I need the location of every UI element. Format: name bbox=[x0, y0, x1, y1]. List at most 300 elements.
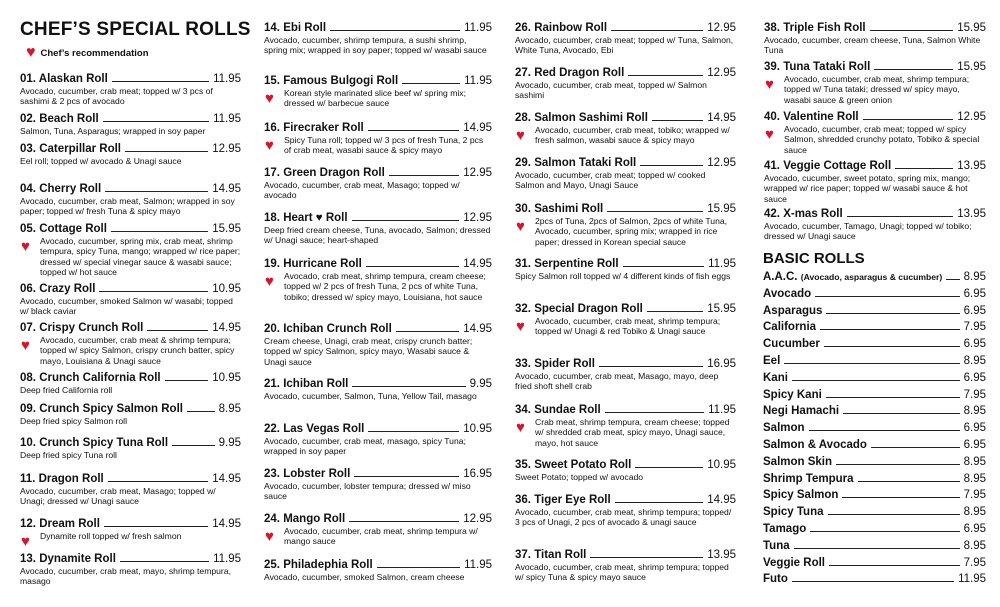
item-number: 39. bbox=[764, 61, 780, 73]
menu-item bbox=[764, 61, 986, 105]
basic-roll-price: 6.95 bbox=[963, 287, 986, 300]
item-name bbox=[264, 22, 326, 34]
item-price: 13.95 bbox=[707, 549, 736, 561]
basic-roll-item bbox=[763, 523, 986, 535]
item-name bbox=[264, 323, 392, 335]
item-number: 18. bbox=[264, 212, 280, 224]
item-title: Beach Roll bbox=[39, 113, 99, 125]
basic-roll-name bbox=[763, 305, 822, 317]
item-title: Lobster Roll bbox=[283, 468, 351, 480]
menu-item bbox=[264, 468, 492, 502]
item-price: 12.95 bbox=[957, 111, 986, 123]
item-price: 14.95 bbox=[212, 473, 241, 485]
item-name bbox=[764, 61, 870, 73]
item-name bbox=[264, 75, 398, 87]
basic-roll-price: 6.95 bbox=[963, 439, 986, 451]
item-title: Ichiban Roll bbox=[283, 378, 349, 390]
basic-roll-price: 8.95 bbox=[963, 405, 986, 418]
basic-roll-name bbox=[763, 405, 839, 417]
item-price: 15.95 bbox=[212, 223, 241, 235]
leader-line bbox=[599, 366, 703, 367]
item-name bbox=[515, 459, 631, 471]
item-title: Philadephia Roll bbox=[283, 559, 373, 571]
basic-roll-price: 7.95 bbox=[963, 388, 986, 401]
basic-roll-title: Salmon bbox=[763, 422, 805, 435]
item-description: Avocado, cucumber, sweet potato, spring mix, mango; wrapped w/ rice paper; topped w/ wasabi sauce & hot sauce bbox=[764, 173, 971, 204]
item-name bbox=[264, 212, 348, 224]
item-title: Titan Roll bbox=[534, 549, 587, 561]
item-title: Salmon Tataki Roll bbox=[534, 157, 637, 169]
item-title: Famous Bulgogi Roll bbox=[283, 75, 399, 87]
leader-line bbox=[792, 581, 954, 582]
item-description: Spicy Salmon roll topped w/ 4 different kinds of fish eggs bbox=[515, 271, 731, 281]
leader-line bbox=[810, 531, 959, 532]
item-name bbox=[20, 553, 116, 565]
basic-roll-title: Shrimp Tempura bbox=[763, 472, 854, 485]
item-price: 13.95 bbox=[957, 208, 986, 220]
leader-line bbox=[368, 130, 459, 131]
basic-roll-name bbox=[763, 389, 822, 401]
leader-line bbox=[784, 363, 959, 364]
basic-roll-title: Tuna bbox=[763, 539, 790, 552]
recommendation-heart-icon: ♥ bbox=[265, 90, 274, 107]
leader-line bbox=[349, 521, 459, 522]
item-title: Crunch California Roll bbox=[39, 372, 161, 384]
item-number: 15. bbox=[264, 75, 280, 87]
menu-item bbox=[264, 323, 492, 367]
item-name bbox=[515, 258, 619, 270]
item-number: 32. bbox=[515, 303, 531, 315]
item-number: 34. bbox=[515, 404, 531, 416]
item-description: Korean style marinated slice beef w/ spring mix; dressed w/ barbecue sauce bbox=[284, 88, 466, 109]
item-title: Cottage Roll bbox=[39, 223, 107, 235]
item-title: Alaskan Roll bbox=[38, 73, 108, 85]
leader-line bbox=[858, 481, 960, 482]
legend-label: Chef’s recommendation bbox=[40, 47, 149, 59]
item-description: Avocado, cucumber, Tamago, Unagi; topped w/ tobiko; dressed w/ Unagi sauce bbox=[764, 221, 972, 242]
recommendation-heart-icon: ♥ bbox=[765, 126, 774, 143]
item-description: Avocado, cucumber, crab meat, shrimp tempura; topped/ 3 pcs of Unagi, 2 pcs of avocado & unagi sauce bbox=[515, 507, 732, 528]
item-name bbox=[20, 372, 161, 384]
leader-line bbox=[828, 514, 960, 515]
item-name bbox=[264, 513, 345, 525]
item-name bbox=[20, 403, 183, 415]
basic-roll-item bbox=[763, 506, 986, 518]
leader-line bbox=[871, 447, 960, 448]
item-title: Dragon Roll bbox=[38, 473, 104, 485]
item-number: 14. bbox=[264, 22, 280, 34]
item-description: 2pcs of Tuna, 2pcs of Salmon, 2pcs of white Tuna, Avocado, cucumber, spring mix; wrapped in rice paper; dressed in Korean special sauce bbox=[535, 216, 728, 247]
item-number: 02. bbox=[20, 113, 36, 125]
item-price: 8.95 bbox=[218, 403, 241, 415]
item-name bbox=[515, 494, 611, 506]
item-description: Avocado, cucumber, crab meat, shrimp tempura; topped w/ spicy Tuna & spicy mayo sauce bbox=[515, 562, 729, 583]
leader-line bbox=[829, 565, 960, 566]
item-name bbox=[515, 549, 586, 561]
menu-item bbox=[20, 283, 241, 317]
basic-roll-name bbox=[763, 573, 788, 585]
item-title: Serpentine Roll bbox=[534, 258, 619, 270]
item-number: 04. bbox=[20, 183, 36, 195]
item-price: 14.95 bbox=[463, 258, 492, 270]
item-price: 11.95 bbox=[213, 73, 241, 85]
item-number: 05. bbox=[20, 223, 36, 235]
menu-item bbox=[764, 22, 986, 56]
leader-line bbox=[330, 30, 460, 31]
item-price: 11.95 bbox=[464, 75, 492, 87]
item-price: 14.95 bbox=[463, 323, 492, 335]
leader-line bbox=[836, 464, 960, 465]
item-description: Avocado, cucumber, crab meat; topped w/ spicy Salmon, shredded crunchy potato, Tobiko & special sauce bbox=[784, 124, 980, 155]
item-number: 33. bbox=[515, 358, 531, 370]
menu-item bbox=[20, 437, 241, 460]
item-description: Avocado, cucumber, crab meat, Masago; topped w/ avocado bbox=[264, 180, 460, 201]
recommendation-heart-icon: ♥ bbox=[265, 528, 274, 545]
item-number: 03. bbox=[20, 143, 36, 155]
item-number: 16. bbox=[264, 122, 280, 134]
basic-roll-item bbox=[763, 271, 986, 283]
item-number: 40. bbox=[764, 111, 780, 123]
menu-item bbox=[264, 22, 492, 56]
basic-roll-item bbox=[763, 355, 986, 367]
menu-item bbox=[515, 112, 736, 146]
recommendation-heart-icon: ♥ bbox=[265, 137, 274, 154]
item-price: 10.95 bbox=[212, 283, 241, 295]
basic-roll-price: 8.95 bbox=[963, 271, 986, 283]
item-number: 27. bbox=[515, 67, 531, 79]
leader-line bbox=[809, 430, 960, 431]
leader-line bbox=[377, 567, 460, 568]
basic-roll-item bbox=[763, 288, 986, 300]
basic-roll-item bbox=[763, 439, 986, 451]
item-description: Deep fried cream cheese, Tuna, avocado, Salmon; dressed w/ Unagi sauce; heart-shaped bbox=[264, 225, 491, 246]
item-description: Avocado, cucumber, crab meat, masago, spicy Tuna; wrapped in soy paper bbox=[264, 436, 466, 457]
menu-item bbox=[20, 473, 241, 507]
recommendation-heart-icon: ♥ bbox=[516, 218, 525, 235]
item-number: 25. bbox=[264, 559, 280, 571]
item-description: Salmon, Tuna, Asparagus; wrapped in soy paper bbox=[20, 126, 206, 136]
item-price: 11.95 bbox=[708, 404, 736, 416]
basic-roll-title: Salmon & Avocado bbox=[763, 439, 867, 451]
item-price: 16.95 bbox=[707, 358, 736, 370]
leader-line bbox=[103, 121, 209, 122]
item-name bbox=[264, 423, 364, 435]
menu-item bbox=[20, 553, 241, 587]
item-description: Avocado, cucumber, crab meat & shrimp tempura; topped w/ spicy Salmon, crispy crunch batter, spicy mayo, Louisiana & Unagi sauce bbox=[40, 335, 235, 366]
item-title: Sweet Potato Roll bbox=[534, 459, 632, 471]
item-description: Avocado, cucumber, spring mix, crab meat, shrimp tempura, spicy Tuna, mango; wrapped w/ rice paper; dressed w/ special vinegar sauce & wasabi sauce; topped w/ hot sauce bbox=[40, 236, 241, 278]
basic-roll-price: 8.95 bbox=[963, 506, 986, 519]
item-number: 20. bbox=[264, 323, 280, 335]
item-name bbox=[20, 322, 143, 334]
item-price: 11.95 bbox=[708, 258, 736, 270]
menu-item bbox=[264, 559, 492, 582]
basic-roll-price: 8.95 bbox=[963, 472, 986, 485]
item-name bbox=[20, 223, 107, 235]
basic-roll-price: 6.95 bbox=[963, 338, 986, 351]
menu-item bbox=[264, 258, 492, 302]
menu-item bbox=[764, 111, 986, 155]
basic-roll-note: (Avocado, asparagus & cucumber) bbox=[800, 272, 943, 282]
basic-roll-title: Spicy Kani bbox=[763, 388, 822, 401]
basic-roll-item bbox=[763, 321, 986, 333]
item-name bbox=[515, 67, 624, 79]
item-description: Avocado, cucumber, cream cheese, Tuna, Salmon White Tuna bbox=[764, 35, 981, 56]
leader-line bbox=[652, 120, 703, 121]
item-description: Avocado, cucumber, smoked Salmon w/ wasabi; topped w/ black caviar bbox=[20, 296, 233, 317]
item-title: Tiger Eye Roll bbox=[534, 494, 611, 506]
leader-line bbox=[389, 175, 459, 176]
item-description: Avocado, cucumber, Salmon, Tuna, Yellow Tail, masago bbox=[264, 391, 477, 401]
item-description: Spicy Tuna roll; topped w/ 3 pcs of fresh Tuna, 2 pcs of crab meat, wasabi sauce & spicy mayo bbox=[284, 135, 484, 156]
item-title: Ichiban Crunch Roll bbox=[283, 323, 392, 335]
basic-roll-item bbox=[763, 305, 986, 317]
leader-line bbox=[628, 75, 703, 76]
leader-line bbox=[820, 329, 960, 330]
item-description: Avocado, cucumber, crab meat, shrimp tempura w/ mango sauce bbox=[284, 526, 478, 547]
item-description: Avocado, cucumber, crab meat, Salmon; wrapped in soy paper; topped w/ fresh Tuna & spicy mayo bbox=[20, 196, 235, 217]
basic-roll-item bbox=[763, 540, 986, 552]
menu-item bbox=[20, 223, 241, 278]
leader-line bbox=[607, 211, 703, 212]
item-name bbox=[264, 258, 362, 270]
item-title: Green Dragon Roll bbox=[283, 167, 385, 179]
leader-line bbox=[112, 81, 209, 82]
item-description: Sweet Potato; topped w/ avocado bbox=[515, 472, 644, 482]
recommendation-heart-icon: ♥ bbox=[516, 419, 525, 436]
item-description: Avocado, cucumber, crab meat; topped w/ cooked Salmon and Mayo, Unagi Sauce bbox=[515, 170, 706, 191]
basic-roll-price: 7.95 bbox=[963, 556, 986, 569]
item-number: 26. bbox=[515, 22, 531, 34]
leader-line bbox=[874, 69, 953, 70]
item-description: Avocado, cucumber, crab meat, Masago; topped w/ Unagi; dressed w/ Unagi sauce bbox=[20, 486, 216, 507]
item-title: Red Dragon Roll bbox=[534, 67, 625, 79]
basic-roll-price: 6.95 bbox=[963, 523, 986, 535]
item-title: Dynamite Roll bbox=[39, 553, 116, 565]
item-description: Dynamite roll topped w/ fresh salmon bbox=[40, 531, 182, 541]
item-description: Avocado, cucumber, crab meat; topped w/ 3 pcs of sashimi & 2 pcs of avocado bbox=[20, 86, 213, 107]
leader-line bbox=[611, 30, 703, 31]
item-title: Tuna Tataki Roll bbox=[783, 61, 871, 73]
item-name bbox=[20, 183, 101, 195]
item-description: Eel roll; topped w/ avocado & Unagi sauce bbox=[20, 156, 182, 166]
recommendation-heart-icon: ♥ bbox=[516, 127, 525, 144]
basic-roll-item bbox=[763, 557, 986, 569]
basic-roll-title: Cucumber bbox=[763, 338, 820, 351]
basic-roll-name bbox=[763, 372, 788, 384]
item-description: Crab meat, shrimp tempura, cream cheese; topped w/ shredded crab meat, spicy mayo, Unagi sauce, mayo, hot sauce bbox=[535, 417, 730, 448]
item-description: Avocado, cucumber, crab meat; topped w/ Tuna, Salmon, White Tuna, Avocado, Ebi bbox=[515, 35, 734, 56]
basic-roll-item bbox=[763, 405, 986, 417]
menu-item bbox=[515, 157, 736, 191]
item-price: 10.95 bbox=[707, 459, 736, 471]
item-price: 12.95 bbox=[707, 22, 736, 34]
menu-item bbox=[515, 303, 736, 337]
recommendation-heart-icon: ♥ bbox=[21, 533, 30, 550]
leader-line bbox=[826, 397, 960, 398]
item-number: 38. bbox=[764, 22, 780, 34]
item-title: Dream Roll bbox=[39, 518, 100, 530]
item-number: 19. bbox=[264, 258, 280, 270]
basic-roll-price: 11.95 bbox=[958, 573, 986, 586]
item-number: 13. bbox=[20, 553, 36, 565]
basic-roll-item bbox=[763, 422, 986, 434]
item-price: 11.95 bbox=[464, 22, 492, 34]
menu-item bbox=[264, 423, 492, 457]
menu-item bbox=[515, 459, 736, 482]
item-number: 10. bbox=[20, 437, 36, 449]
item-description: Avocado, cucumber, shrimp tempura, a sushi shrimp, spring mix; wrapped in soy paper; topped w/ wasabi sauce bbox=[264, 35, 487, 56]
item-title: Heart ♥ Roll bbox=[283, 212, 348, 224]
basic-roll-price: 7.95 bbox=[963, 321, 986, 334]
leader-line bbox=[354, 476, 459, 477]
item-number: 37. bbox=[515, 549, 531, 561]
item-number: 24. bbox=[264, 513, 280, 525]
item-description: Avocado, cucumber, crab meat, tobiko; wrapped w/ fresh salmon, wasabi sauce & spicy mayo bbox=[535, 125, 730, 146]
item-price: 11.95 bbox=[213, 553, 241, 565]
item-description: Cream cheese, Unagi, crab meat, crispy crunch batter; topped w/ spicy Salmon, spicy mayo, Wasabi sauce & Unagi sauce bbox=[264, 336, 473, 367]
menu-item bbox=[515, 358, 736, 392]
item-name bbox=[764, 160, 891, 172]
item-number: 31. bbox=[515, 258, 531, 270]
item-number: 09. bbox=[20, 403, 36, 415]
basic-roll-name bbox=[763, 523, 806, 535]
item-price: 9.95 bbox=[218, 437, 241, 449]
item-price: 15.95 bbox=[957, 22, 986, 34]
item-title: Crunch Spicy Tuna Roll bbox=[39, 437, 169, 449]
item-name bbox=[515, 22, 607, 34]
menu-item bbox=[515, 404, 736, 448]
item-title: Rainbow Roll bbox=[534, 22, 608, 34]
item-name bbox=[20, 473, 104, 485]
leader-line bbox=[590, 557, 703, 558]
item-name bbox=[20, 73, 108, 85]
menu-item bbox=[264, 75, 492, 109]
item-name bbox=[764, 111, 859, 123]
item-number: 07. bbox=[20, 322, 36, 334]
leader-line bbox=[615, 502, 704, 503]
item-number: 08. bbox=[20, 372, 36, 384]
item-price: 16.95 bbox=[463, 468, 492, 480]
item-number: 21. bbox=[264, 378, 280, 390]
item-title: Caterpillar Roll bbox=[39, 143, 122, 155]
leader-line bbox=[847, 216, 954, 217]
leader-line bbox=[111, 231, 208, 232]
leader-line bbox=[843, 413, 960, 414]
basic-roll-name bbox=[763, 338, 820, 350]
leader-line bbox=[165, 380, 209, 381]
item-number: 42. bbox=[764, 208, 780, 220]
item-name bbox=[264, 122, 364, 134]
basic-roll-item bbox=[763, 456, 986, 468]
item-price: 12.95 bbox=[463, 212, 492, 224]
item-name bbox=[515, 157, 636, 169]
basic-roll-price: 8.95 bbox=[963, 539, 986, 552]
basic-roll-item bbox=[763, 473, 986, 485]
item-number: 01. bbox=[20, 73, 36, 85]
leader-line bbox=[623, 266, 705, 267]
basic-roll-title: Futo bbox=[763, 573, 788, 586]
item-name bbox=[515, 303, 643, 315]
item-name bbox=[264, 468, 350, 480]
basic-roll-name bbox=[763, 288, 811, 300]
basic-roll-name bbox=[763, 489, 838, 501]
leader-line bbox=[352, 220, 460, 221]
item-title: Crunch Spicy Salmon Roll bbox=[39, 403, 183, 415]
leader-line bbox=[368, 431, 459, 432]
item-description: Avocado, cucumber, lobster tempura; dressed w/ miso sauce bbox=[264, 481, 471, 502]
leader-line bbox=[366, 266, 459, 267]
basic-roll-price: 8.95 bbox=[963, 455, 986, 468]
item-title: Crazy Roll bbox=[39, 283, 96, 295]
leader-line bbox=[842, 497, 959, 498]
basic-roll-title: Tamago bbox=[763, 523, 807, 535]
item-name bbox=[20, 437, 168, 449]
item-description: Avocado, cucumber, crab meat, mayo, shrimp tempura, masago bbox=[20, 566, 231, 587]
recommendation-heart-icon: ♥ bbox=[21, 337, 30, 354]
basic-roll-title: Salmon Skin bbox=[763, 455, 833, 468]
basic-roll-price: 7.95 bbox=[963, 489, 986, 502]
leader-line bbox=[870, 30, 954, 31]
menu-item bbox=[264, 212, 492, 246]
basic-roll-price: 8.95 bbox=[963, 355, 986, 367]
leader-line bbox=[794, 548, 960, 549]
menu-item bbox=[764, 208, 986, 242]
item-description: Avocado, cucumber, crab meat, shrimp tempura; topped w/ Tuna tataki; dressed w/ spicy mayo, wasabi sauce & green onion bbox=[784, 74, 970, 105]
item-number: 28. bbox=[515, 112, 531, 124]
item-description: Deep fried California roll bbox=[20, 385, 113, 395]
item-title: Ebi Roll bbox=[283, 22, 327, 34]
leader-line bbox=[792, 380, 960, 381]
basic-roll-title: Avocado bbox=[763, 287, 812, 300]
leader-line bbox=[635, 467, 703, 468]
item-title: Cherry Roll bbox=[39, 183, 102, 195]
menu-item bbox=[264, 378, 492, 401]
leader-line bbox=[120, 561, 209, 562]
basic-roll-title: Asparagus bbox=[763, 304, 823, 317]
menu-item bbox=[20, 73, 241, 107]
item-title: Sashimi Roll bbox=[534, 203, 604, 215]
leader-line bbox=[895, 168, 953, 169]
item-price: 10.95 bbox=[212, 372, 241, 384]
leader-line bbox=[826, 313, 959, 314]
item-price: 10.95 bbox=[463, 423, 492, 435]
item-price: 14.95 bbox=[212, 183, 241, 195]
basic-roll-name bbox=[763, 557, 825, 569]
leader-line bbox=[863, 119, 954, 120]
leader-line bbox=[187, 411, 215, 412]
item-price: 12.95 bbox=[212, 143, 241, 155]
item-price: 15.95 bbox=[957, 61, 986, 73]
item-price: 11.95 bbox=[213, 113, 241, 125]
item-name bbox=[515, 203, 603, 215]
leader-line bbox=[104, 526, 208, 527]
item-price: 12.95 bbox=[463, 513, 492, 525]
basic-roll-title: Veggie Roll bbox=[763, 556, 825, 569]
item-number: 12. bbox=[20, 518, 36, 530]
basic-roll-title: Kani bbox=[763, 371, 788, 384]
leader-line bbox=[647, 311, 703, 312]
item-price: 15.95 bbox=[707, 303, 736, 315]
basic-roll-title: Eel bbox=[763, 355, 781, 367]
recommendation-heart-icon: ♥ bbox=[265, 273, 274, 290]
basic-roll-item bbox=[763, 489, 986, 501]
item-number: 23. bbox=[264, 468, 280, 480]
leader-line bbox=[172, 445, 215, 446]
item-title: Hurricane Roll bbox=[283, 258, 362, 270]
leader-line bbox=[352, 386, 465, 387]
menu-item bbox=[20, 113, 241, 136]
